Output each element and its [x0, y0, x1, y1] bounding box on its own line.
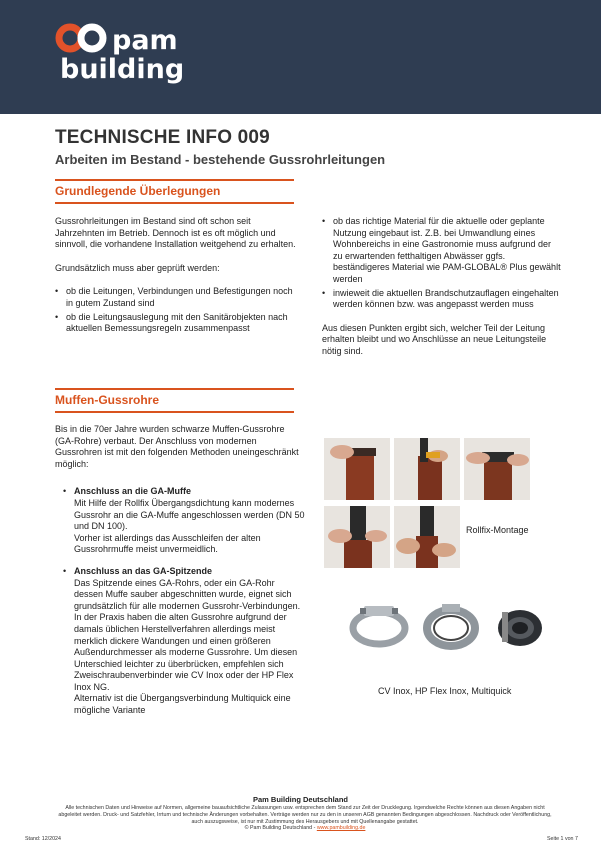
cv-inox-coupling-image	[346, 602, 412, 648]
rollfix-photo-2	[394, 438, 460, 500]
section1-conclusion: Aus diesen Punkten ergibt sich, welcher Teil der Leitung erhalten bleibt und wo Anschlüsse an neue Leitungsteile nötig sind.	[322, 322, 547, 356]
method1-title: • Anschluss an die GA-Muffe	[74, 486, 192, 497]
list-item: • ob die Leitungen, Verbindungen und Befestigungen noch in gutem Zustand sind	[55, 286, 300, 309]
rollfix-photo-4	[324, 506, 390, 568]
method2-text3: Alternativ ist die Übergangsverbindung Multiquick eine mögliche Variante	[74, 693, 291, 716]
section1-intro: Gussrohrleitungen im Bestand sind oft schon seit Jahrzehnten im Betrieb. Dennoch ist es oft möglich und sinnvoll, die vorhandene Installation weitgehend zu erhalten.	[55, 216, 296, 250]
couplings-caption: CV Inox, HP Flex Inox, Multiquick	[378, 686, 512, 696]
section-heading-grundlegende: Grundlegende Überlegungen	[55, 179, 294, 204]
section2-text	[55, 424, 305, 719]
multiquick-coupling-image	[490, 600, 552, 652]
footer-disclaimer-text: Alle technischen Daten und Hinweise auf Normen, allgemeine bauaufsichtliche Zulassungen usw. entsprechen dem Stand zur Zeit der Drucklegung. Irgendwelche Rechte können aus diesen Angaben nicht abgeleitet werden. Druck- und Satzfehler, Irrtum und technische Änderungen vorbehalten. Verträge werden nur zu den in unseren AGB genannten Bedingungen abgeschlossen. Nachdruck oder Veröffentlichung, auch auszugsweise, ist nur mit Zustimmung des Herausgebers und mit Quellenangabe gestattet.	[58, 805, 552, 825]
list-item: • ob das richtige Material für die aktuelle oder geplante Nutzung eingebaut ist. Z.B. bei Umwandlung eines Wohnbereichs in eine Gastronomie muss aufgrund der zu erwartenden fetthaltigen Abwässer ggfs. beständigeres Material wie PAM-GLOBAL® Plus gewählt werden	[322, 216, 562, 286]
rollfix-photo-1	[324, 438, 390, 500]
method1-text2: Vorher ist allerdings das Ausschleifen der alten Gussrohrmuffe meist unvermeidlich.	[74, 532, 261, 555]
method1-text1: Mit Hilfe der Rollfix Übergangsdichtung kann modernes Gussrohr an die GA-Muffe angeschlossen werden (DN 50 und DN 100).	[74, 497, 305, 532]
section2-methods	[55, 486, 305, 716]
section1-bullets-left	[55, 286, 300, 334]
footer-stand: Stand: 12/2024	[25, 836, 61, 842]
list-item	[63, 486, 305, 556]
brand-name: pam building	[60, 25, 185, 85]
rollfix-photo-3	[464, 438, 530, 500]
rollfix-caption: Rollfix-Montage	[466, 525, 529, 535]
section1-lead: Grundsätzlich muss aber geprüft werden:	[55, 262, 220, 273]
section1-left-column	[55, 216, 300, 337]
header-banner	[0, 0, 601, 114]
hp-flex-inox-coupling-image	[420, 600, 482, 652]
footer-disclaimer	[55, 805, 555, 832]
footer-page-number: Seite 1 von 7	[547, 836, 578, 842]
method2-title: • Anschluss an das GA-Spitzende	[74, 565, 213, 576]
method2-text1: Das Spitzende eines GA-Rohrs, oder ein GA-Rohr dessen Muffe sauber abgeschnitten wurde, eignet sich grundsätzlich für alle modernen Gussrohr-Verbindungen.	[74, 577, 301, 611]
page-title: TECHNISCHE INFO 009	[55, 127, 270, 148]
footer-copyright: © Pam Building Deutschland -	[244, 825, 317, 832]
section2-intro: Bis in die 70er Jahre wurden schwarze Muffen-Gussrohre (GA-Rohre) verbaut. Der Anschluss von modernen Gussrohren ist mit den folgenden Methoden uneingeschränkt möglich:	[55, 424, 299, 469]
page-subtitle: Arbeiten im Bestand - bestehende Gussrohrleitungen	[55, 152, 386, 167]
section1-right-column	[322, 216, 562, 358]
list-item	[63, 566, 305, 717]
list-item: • ob die Leitungsauslegung mit den Sanitärobjekten nach aktuellen Bemessungsregeln zusammenpasst	[55, 312, 300, 335]
website-link[interactable]: www.pambuilding.de	[316, 825, 366, 832]
section1-bullets-right	[322, 216, 562, 311]
rollfix-photo-5	[394, 506, 460, 568]
footer-company: Pam Building Deutschland	[252, 795, 348, 804]
section-heading-muffen: Muffen-Gussrohre	[55, 388, 294, 413]
method2-text2: In der Praxis haben die alten Gussrohre aufgrund der damals üblichen Herstellverfahren allerdings meist merklich dickere Wandungen und einen größeren Außendurchmesser als moderne Gussrohre. Um diesen Unterschied leichter zu überbrücken, empfehlen sich Zweischraubenverbinder wie CV Inox oder der HP Flex Inox NG.	[74, 612, 298, 692]
list-item: • inwieweit die aktuellen Brandschutzauflagen eingehalten werden können bzw. was angepasst werden muss	[322, 288, 562, 311]
